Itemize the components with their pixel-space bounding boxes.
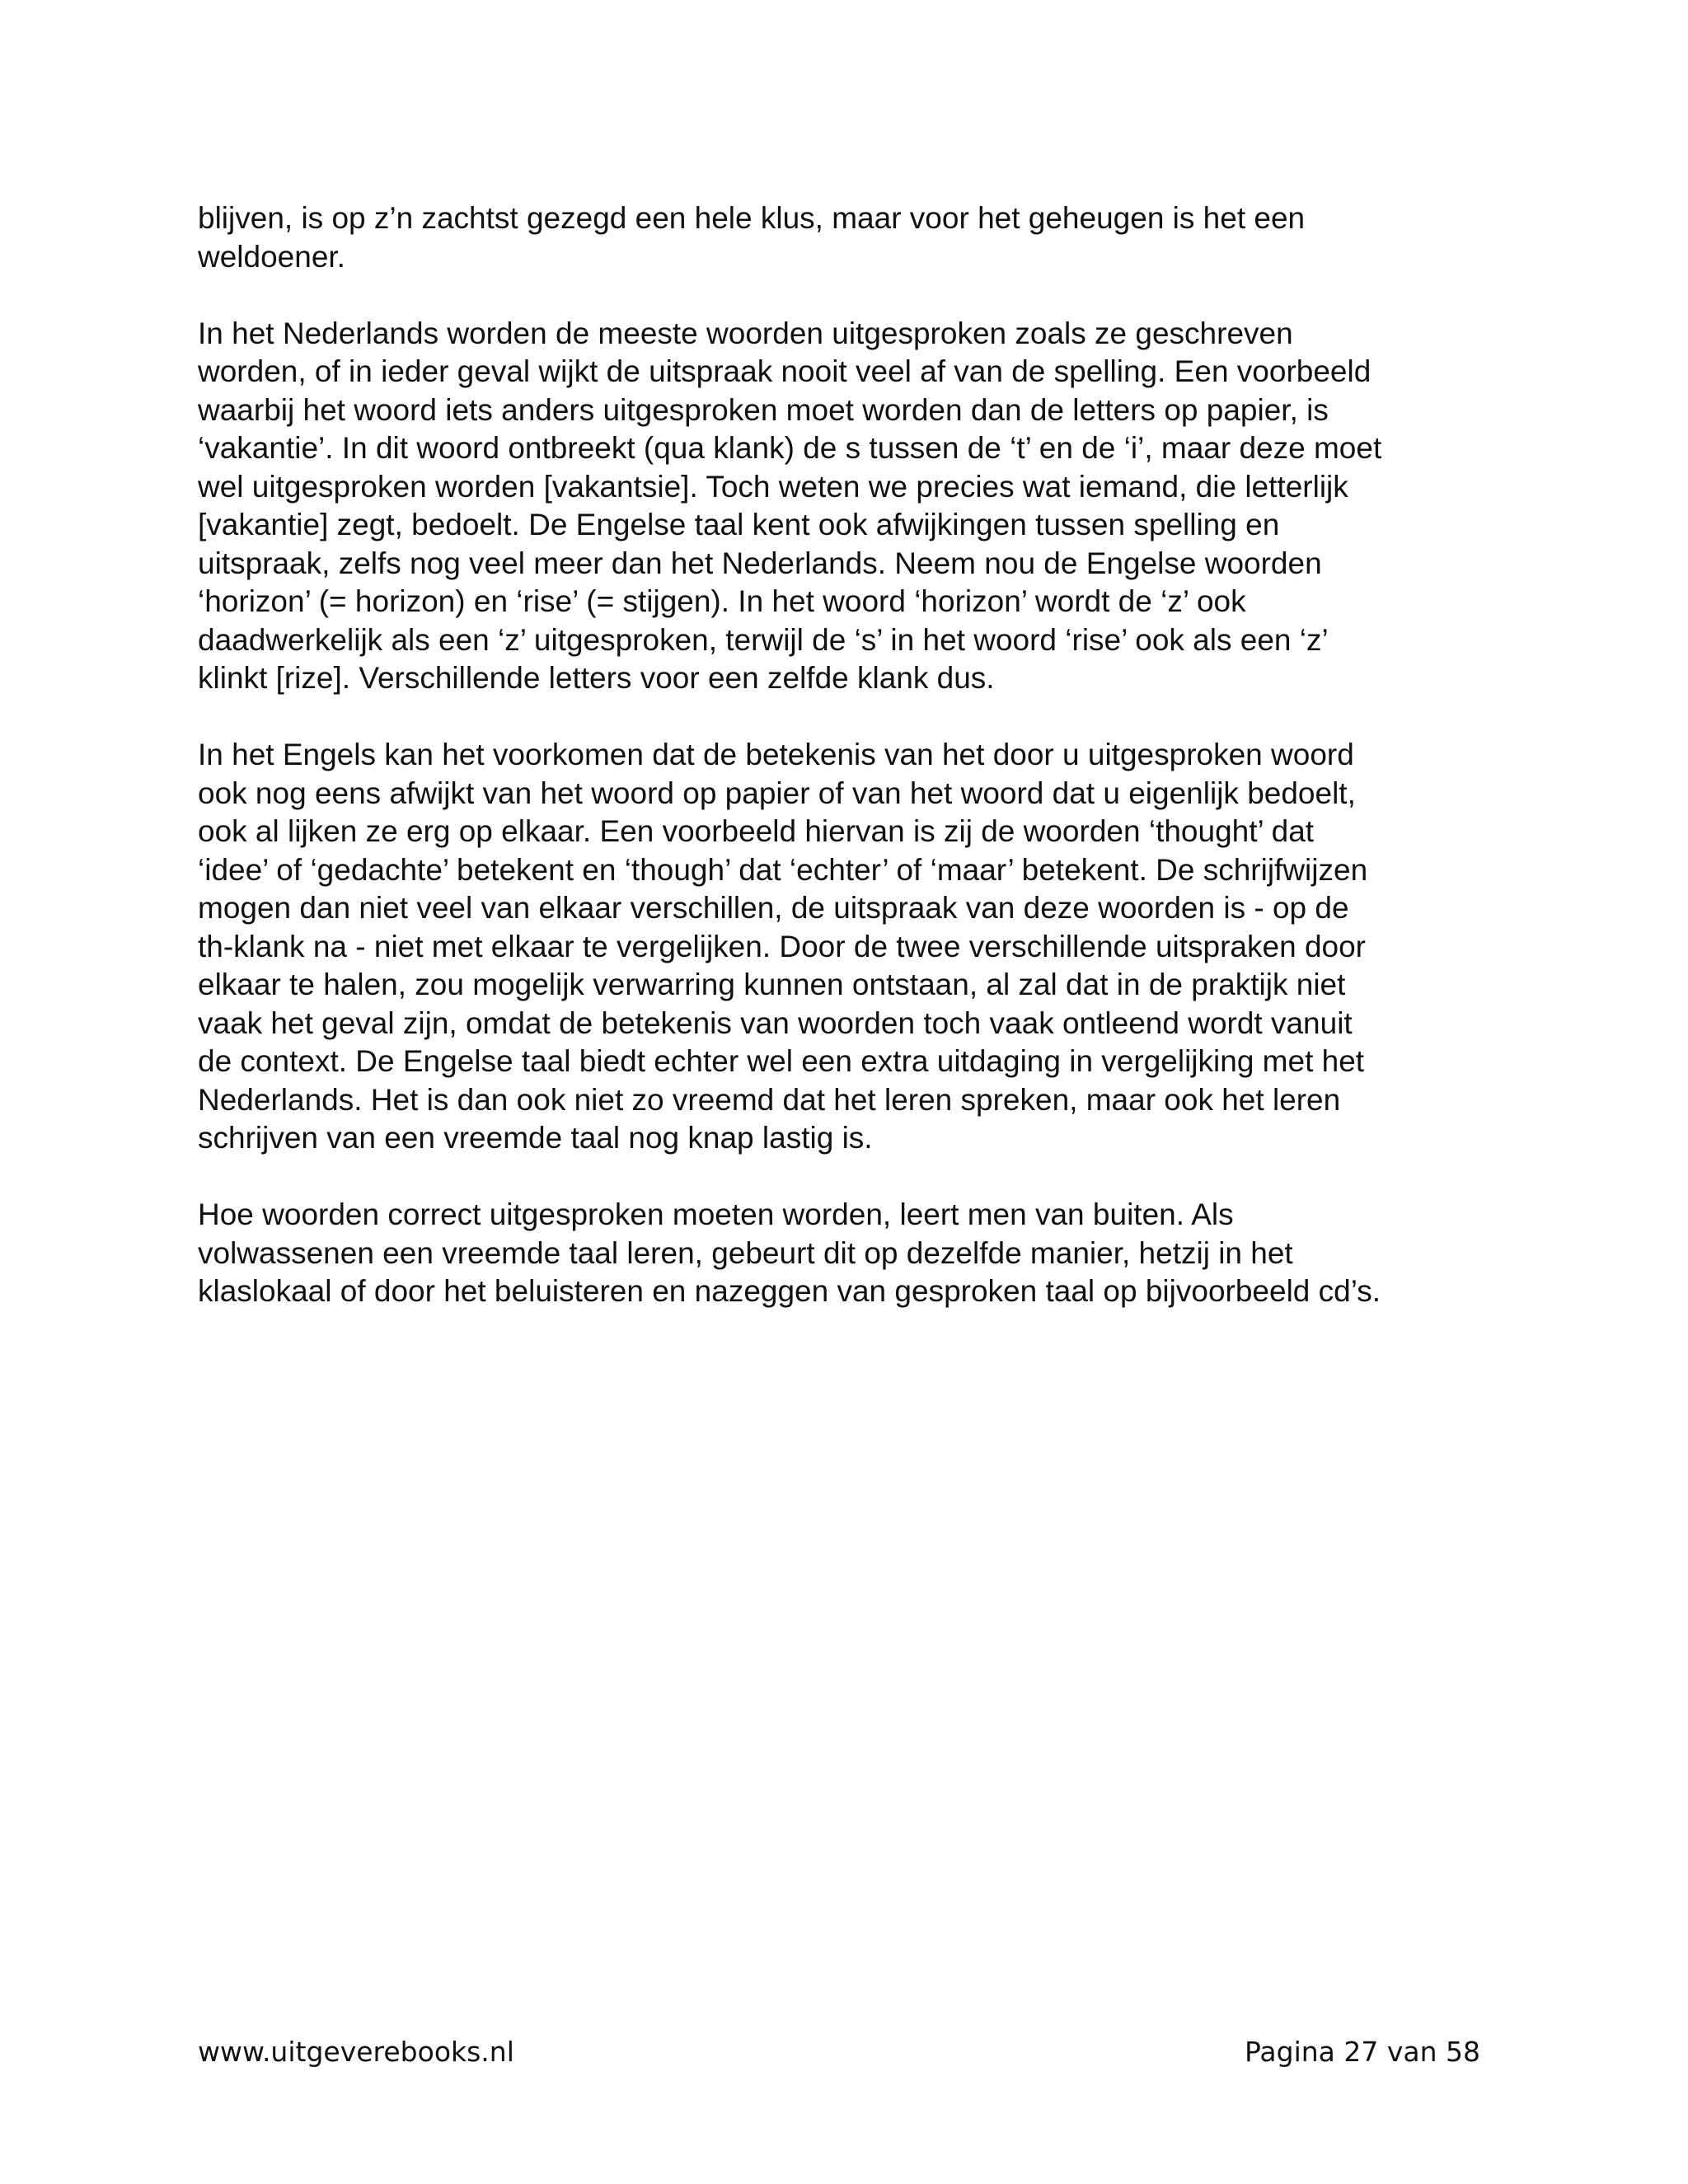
- text-line: Nederlands. Het is dan ook niet zo vreemd dat het leren spreken, maar ook het leren: [198, 1082, 1341, 1117]
- text-line: Hoe woorden correct uitgesproken moeten worden, leert men van buiten. Als: [198, 1197, 1234, 1231]
- text-line: de context. De Engelse taal biedt echter wel een extra uitdaging in vergelijking met het: [198, 1044, 1365, 1078]
- footer-website: www.uitgeverebooks.nl: [198, 2036, 514, 2068]
- text-line: In het Engels kan het voorkomen dat de betekenis van het door u uitgesproken woord: [198, 738, 1354, 771]
- text-line: daadwerkelijk als een ‘z’ uitgesproken, terwijl de ‘s’ in het woord ‘rise’ ook als een ‘z’: [198, 622, 1329, 657]
- paragraph-1: [198, 199, 1500, 276]
- paragraph-2: [198, 315, 1500, 698]
- text-line: th-klank na - niet met elkaar te vergelijken. Door de twee verschillende uitspraken door: [198, 929, 1367, 963]
- text-line: elkaar te halen, zou mogelijk verwarring kunnen ontstaan, al zal dat in de praktijk niet: [198, 968, 1346, 1001]
- text-line: mogen dan niet veel van elkaar verschillen, de uitspraak van deze woorden is - op de: [198, 891, 1349, 925]
- text-line: worden, of in ieder geval wijkt de uitspraak nooit veel af van de spelling. Een voorbeeld: [198, 354, 1372, 388]
- paragraph-3: [198, 736, 1500, 1158]
- text-line: ook nog eens afwijkt van het woord op papier of van het woord dat u eigenlijk bedoelt,: [198, 776, 1356, 810]
- text-line: ook al lijken ze erg op elkaar. Een voorbeeld hiervan is zij de woorden ‘thought’ dat: [198, 814, 1315, 848]
- footer-page-number: Pagina 27 van 58: [1244, 2036, 1480, 2068]
- text-line: waarbij het woord iets anders uitgesproken moet worden dan de letters op papier, is: [198, 392, 1329, 427]
- text-line: schrijven van een vreemde taal nog knap lastig is.: [198, 1121, 873, 1155]
- text-line: uitspraak, zelfs nog veel meer dan het Nederlands. Neem nou de Engelse woorden: [198, 546, 1322, 580]
- text-line: ‘horizon’ (= horizon) en ‘rise’ (= stijgen). In het woord ‘horizon’ wordt de ‘z’ ook: [198, 584, 1246, 618]
- text-line: volwassenen een vreemde taal leren, gebeurt dit op dezelfde manier, hetzij in het: [198, 1235, 1293, 1270]
- text-line: ‘idee’ of ‘gedachte’ betekent en ‘though’ dat ‘echter’ of ‘maar’ betekent. De schrijfwijzen: [198, 852, 1368, 887]
- text-line: wel uitgesproken worden [vakantsie]. Toch weten we precies wat iemand, die letterlijk: [198, 469, 1348, 504]
- text-line: klinkt [rize]. Verschillende letters voor een zelfde klank dus.: [198, 661, 995, 695]
- text-line: [vakantie] zegt, bedoelt. De Engelse taal kent ook afwijkingen tussen spelling en: [198, 508, 1280, 541]
- text-line: weldoener.: [198, 239, 345, 274]
- text-line: vaak het geval zijn, omdat de betekenis van woorden toch vaak ontleend wordt vanuit: [198, 1005, 1353, 1040]
- body-text: [198, 199, 1500, 1349]
- paragraph-4: [198, 1196, 1500, 1311]
- text-line: klaslokaal of door het beluisteren en nazeggen van gesproken taal op bijvoorbeeld cd’s.: [198, 1274, 1381, 1308]
- text-line: blijven, is op z’n zachtst gezegd een hele klus, maar voor het geheugen is het een: [198, 201, 1306, 235]
- text-line: In het Nederlands worden de meeste woorden uitgesproken zoals ze geschreven: [198, 316, 1293, 350]
- text-line: ‘vakantie’. In dit woord ontbreekt (qua klank) de s tussen de ‘t’ en de ‘i’, maar deze moet: [198, 431, 1382, 465]
